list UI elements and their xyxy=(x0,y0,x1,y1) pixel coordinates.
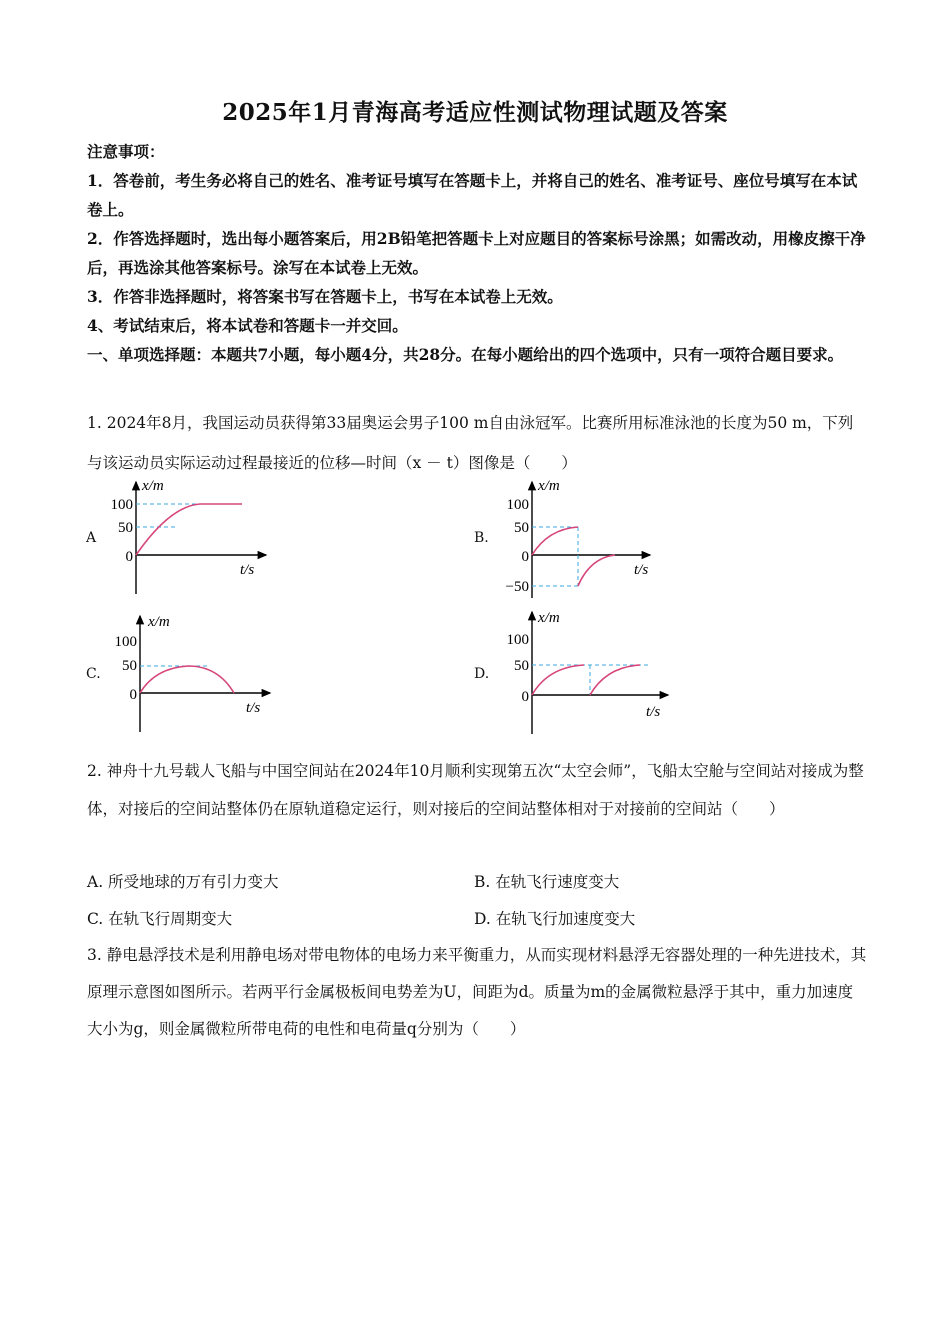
tick-0: 0 xyxy=(521,549,529,565)
x-axis-label: t/s xyxy=(646,704,661,720)
q2-choice-b: B. 在轨飞行速度变大 xyxy=(474,873,620,891)
option-label-c: C. xyxy=(86,666,101,682)
notice-item-3: 3．作答非选择题时，将答案书写在答题卡上，书写在本试卷上无效。 xyxy=(87,287,563,306)
question-1-stem: 1. 2024年8月，我国运动员获得第33届奥运会男子100 m自由泳冠军。比赛所用标准泳池的长度为50 m，下列与该运动员实际运动过程最接近的位移—时间（x － t）图像是（ ） xyxy=(87,414,854,472)
graph-a xyxy=(100,476,280,600)
option-label-a: A xyxy=(86,530,97,546)
notice-item-1: 1．答卷前，考生务必将自己的姓名、准考证号填写在答题卡上，并将自己的姓名、准考证号、座位号填写在本试卷上。 xyxy=(87,171,858,219)
notice-item-4: 4、考试结束后，将本试卷和答题卡一并交回。 xyxy=(87,316,408,335)
q2-choice-a: A. 所受地球的万有引力变大 xyxy=(87,873,279,891)
y-axis-label: x/m xyxy=(148,614,170,630)
question-3-stem: 3. 静电悬浮技术是利用静电场对带电物体的电场力来平衡重力，从而实现材料悬浮无容器处理的一种先进技术，其原理示意图如图所示。若两平行金属极板间电势差为U，间距为d。质量为m的金属微粒悬浮于其中，重力加速度大小为g，则金属微粒所带电荷的电性和电荷量q分别为（ ） xyxy=(87,946,867,1038)
page-title: 2025年1月青海高考适应性测试物理试题及答案 xyxy=(222,99,728,126)
tick-100: 100 xyxy=(110,497,133,513)
graph-d xyxy=(490,606,680,736)
tick-0: 0 xyxy=(125,549,133,565)
tick-50: 50 xyxy=(122,658,137,674)
tick-100: 100 xyxy=(114,634,137,650)
x-axis-label: t/s xyxy=(240,562,255,578)
q2-choice-d: D. 在轨飞行加速度变大 xyxy=(474,910,636,928)
x-axis-label: t/s xyxy=(634,562,649,578)
tick-0: 0 xyxy=(129,687,137,703)
notice-heading: 注意事项： xyxy=(87,142,165,161)
section-heading: 一、单项选择题：本题共7小题，每小题4分，共28分。在每小题给出的四个选项中，只有一项符合题目要求。 xyxy=(87,345,844,364)
tick-50: 50 xyxy=(514,658,529,674)
option-label-d: D. xyxy=(474,666,490,682)
q2-choice-c: C. 在轨飞行周期变大 xyxy=(87,910,233,928)
graph-b xyxy=(490,476,670,600)
question-2-stem: 2. 神舟十九号载人飞船与中国空间站在2024年10月顺利实现第五次“太空会师”，飞船太空舱与空间站对接成为整体，对接后的空间站整体仍在原轨道稳定运行，则对接后的空间站整体相对于对接前的空间站（ ） xyxy=(87,762,864,818)
y-axis-label: x/m xyxy=(142,478,164,494)
tick-neg-50: −50 xyxy=(505,579,529,595)
tick-0: 0 xyxy=(521,689,529,705)
graph-c xyxy=(100,612,280,736)
tick-100: 100 xyxy=(506,632,529,648)
notice-item-2: 2．作答选择题时，选出每小题答案后，用2B铅笔把答题卡上对应题目的答案标号涂黑；如需改动，用橡皮擦干净后，再选涂其他答案标号。涂写在本试卷上无效。 xyxy=(87,229,866,277)
tick-50: 50 xyxy=(118,520,133,536)
x-axis-label: t/s xyxy=(246,700,261,716)
option-label-b: B. xyxy=(474,530,489,546)
tick-100: 100 xyxy=(506,497,529,513)
y-axis-label: x/m xyxy=(538,610,560,626)
tick-50: 50 xyxy=(514,520,529,536)
y-axis-label: x/m xyxy=(538,478,560,494)
